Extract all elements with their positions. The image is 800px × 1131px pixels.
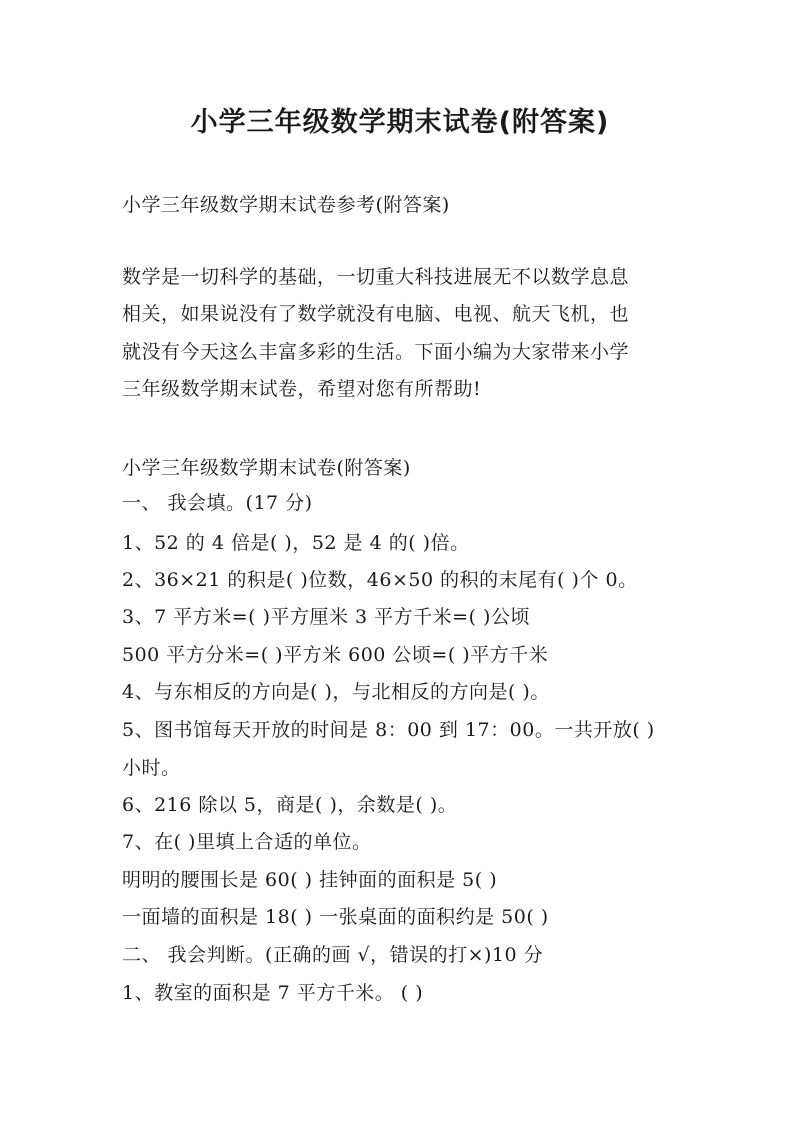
- question-6: 6、216 除以 5，商是( )，余数是( )。: [122, 794, 458, 816]
- question-7: 7、在( )里填上合适的单位。: [122, 831, 372, 853]
- exam-heading: 小学三年级数学期末试卷(附答案): [122, 457, 411, 479]
- question-3-line-1: 3、7 平方米=( )平方厘米 3 平方千米=( )公顷: [122, 606, 530, 628]
- question-7-line-1: 明明的腰围长是 60( ) 挂钟面的面积是 5( ): [122, 869, 498, 891]
- intro-line-3: 就没有今天这么丰富多彩的生活。下面小编为大家带来小学: [122, 341, 630, 363]
- question-5-line-2: 小时。: [122, 757, 181, 779]
- question-3-line-2: 500 平方分米=( )平方米 600 公顷=( )平方千米: [122, 644, 549, 666]
- question-2: 2、36×21 的积是( )位数，46×50 的积的末尾有( )个 0。: [122, 569, 638, 591]
- section-2-heading: 二、 我会判断。(正确的画 √，错误的打×)10 分: [122, 944, 544, 966]
- document-subtitle: 小学三年级数学期末试卷参考(附答案): [122, 194, 450, 216]
- question-4: 4、与东相反的方向是( )，与北相反的方向是( )。: [122, 681, 550, 703]
- intro-line-2: 相关，如果说没有了数学就没有电脑、电视、航天飞机，也: [122, 303, 630, 325]
- intro-line-1: 数学是一切科学的基础，一切重大科技进展无不以数学息息: [122, 266, 630, 288]
- section-2-question-1: 1、教室的面积是 7 平方千米。 ( ): [122, 982, 424, 1004]
- intro-line-4: 三年级数学期末试卷，希望对您有所帮助!: [122, 378, 482, 400]
- section-1-heading: 一、 我会填。(17 分): [122, 492, 313, 514]
- document-title: 小学三年级数学期末试卷(附答案): [190, 107, 610, 138]
- question-7-line-2: 一面墙的面积是 18( ) 一张桌面的面积约是 50( ): [122, 906, 549, 928]
- question-1: 1、52 的 4 倍是( )，52 是 4 的( )倍。: [122, 532, 470, 554]
- question-5-line-1: 5、图书馆每天开放的时间是 8：00 到 17：00。一共开放( ): [122, 719, 655, 741]
